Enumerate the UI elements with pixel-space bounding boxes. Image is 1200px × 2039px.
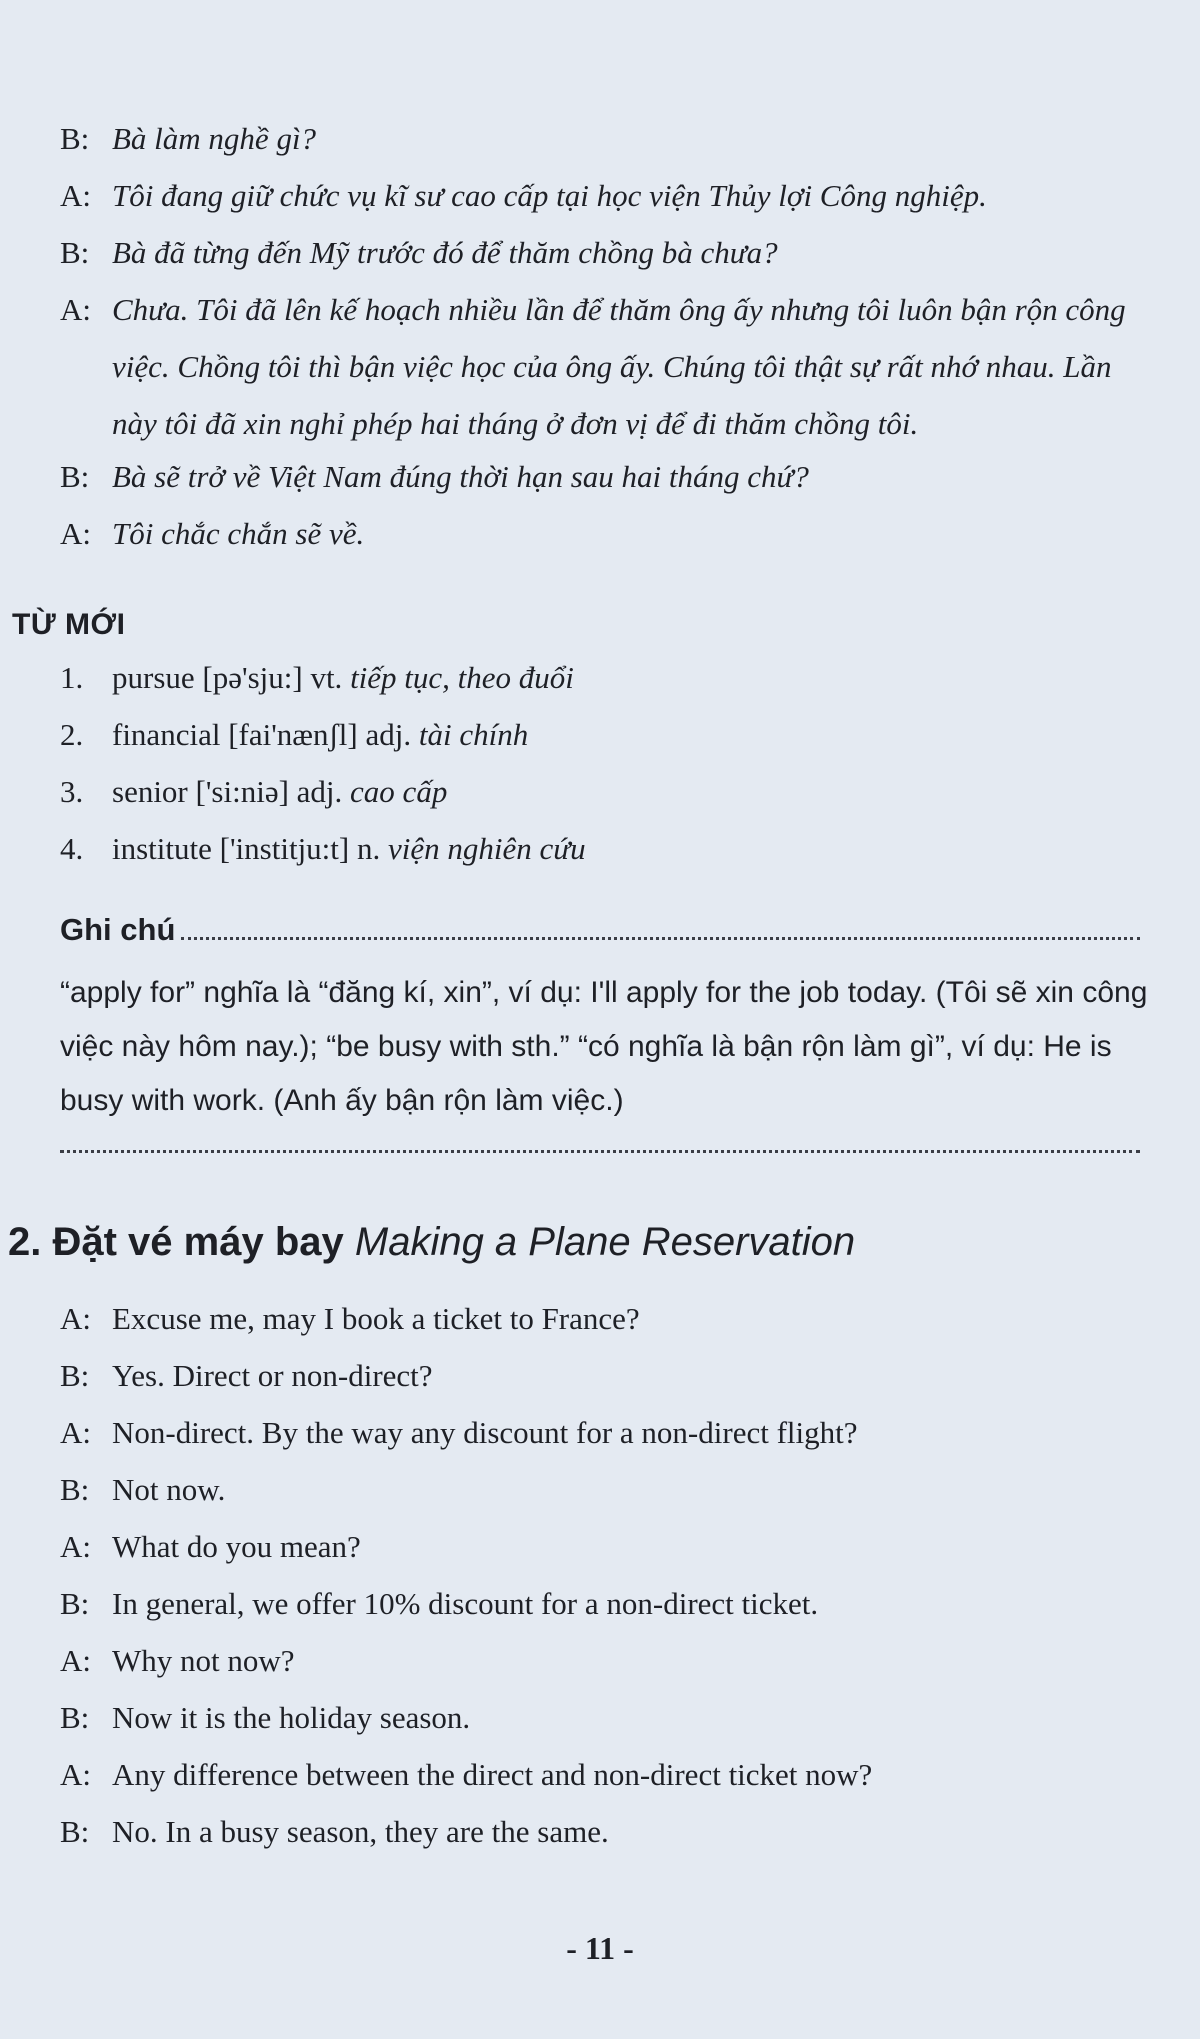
dialogue-line — [60, 1300, 1150, 1337]
section-heading — [8, 1220, 855, 1265]
vocab-word: pursue — [112, 660, 195, 695]
vocab-item — [60, 715, 1060, 772]
dotted-rule — [181, 937, 1140, 940]
dialogue-text: Chưa. Tôi đã lên kế hoạch nhiều lần để thăm ông ấy nhưng tôi luôn bận rộn công việc. Chồng tôi thì bận việc học của ông ấy. Chúng tôi thật sự rất nhớ nhau. Lần này tôi đã xin nghỉ phép hai tháng ở đơn vị để đi thăm chồng tôi. — [112, 292, 1126, 441]
speaker-label: B: — [60, 1472, 90, 1507]
speaker-label: A: — [60, 1529, 91, 1564]
dialogue-line — [60, 1699, 1150, 1736]
vocab-pos: adj. — [296, 774, 343, 809]
speaker-label: B: — [60, 121, 90, 156]
dialogue-line — [60, 1813, 1150, 1850]
vocab-number: 3. — [60, 774, 84, 809]
dialogue-text: Bà sẽ trở về Việt Nam đúng thời hạn sau hai tháng chứ? — [112, 459, 809, 494]
speaker-label: B: — [60, 1700, 90, 1735]
vocab-item — [60, 772, 1060, 829]
vocab-number: 1. — [60, 660, 84, 695]
dialogue-text: Bà đã từng đến Mỹ trước đó để thăm chồng bà chưa? — [112, 235, 778, 270]
dialogue-text: Now it is the holiday season. — [112, 1700, 471, 1735]
dialogue-text: What do you mean? — [112, 1529, 361, 1564]
page-number: - 11 - — [566, 1930, 634, 1966]
notes-heading — [60, 912, 1140, 948]
dialogue-text: Excuse me, may I book a ticket to France? — [112, 1301, 640, 1336]
speaker-label: A: — [60, 516, 91, 551]
vocab-item — [60, 658, 1060, 715]
vocab-pos: adj. — [365, 717, 412, 752]
dialogue-line — [60, 281, 1150, 452]
dialogue-text: Any difference between the direct and non-direct ticket now? — [112, 1757, 873, 1792]
dialogue-text: No. In a busy season, they are the same. — [112, 1814, 609, 1849]
dialogue-text: Why not now? — [112, 1643, 295, 1678]
vocab-list — [60, 658, 1060, 886]
vocab-meaning: viện nghiên cứu — [387, 831, 586, 866]
vocab-meaning: tài chính — [418, 717, 529, 752]
vocab-pos: vt. — [310, 660, 343, 695]
dialogue-text: Not now. — [112, 1472, 226, 1507]
vocab-pos: n. — [356, 831, 381, 866]
dialogue-line — [60, 515, 1150, 552]
dialogue-vietnamese — [60, 120, 1150, 552]
speaker-label: B: — [60, 1814, 90, 1849]
dialogue-line — [60, 177, 1150, 214]
dialogue-line — [60, 1357, 1150, 1394]
vocab-ipa: ['institju:t] — [219, 831, 350, 866]
dialogue-english — [60, 1300, 1150, 1850]
vocab-word: senior — [112, 774, 188, 809]
vocab-word: institute — [112, 831, 212, 866]
dialogue-text: Non-direct. By the way any discount for a non-direct flight? — [112, 1415, 858, 1450]
dotted-rule — [60, 1150, 1140, 1153]
speaker-label: B: — [60, 1586, 90, 1621]
vocab-number: 2. — [60, 717, 84, 752]
notes-body: “apply for” nghĩa là “đăng kí, xin”, ví dụ: I'll apply for the job today. (Tôi sẽ xin công việc này hôm nay.); “be busy with sth.” “có nghĩa là bận rộn làm gì”, ví dụ: He is busy with work. (Anh ấy bận rộn làm việc.) — [60, 976, 1148, 1117]
vocab-word: financial — [112, 717, 221, 752]
dialogue-text: Yes. Direct or non-direct? — [112, 1358, 433, 1393]
vocab-ipa: ['si:niə] — [195, 774, 289, 809]
vocab-number: 4. — [60, 831, 84, 866]
vocab-item — [60, 829, 1060, 886]
dialogue-text: Tôi đang giữ chức vụ kĩ sư cao cấp tại học viện Thủy lợi Công nghiệp. — [112, 178, 987, 213]
speaker-label: A: — [60, 292, 91, 327]
dialogue-text: Bà làm nghề gì? — [112, 121, 317, 156]
dialogue-line — [60, 458, 1150, 495]
speaker-label: B: — [60, 459, 90, 494]
speaker-label: A: — [60, 1415, 91, 1450]
dialogue-text: Tôi chắc chắn sẽ về. — [112, 516, 365, 551]
dialogue-text: In general, we offer 10% discount for a non-direct ticket. — [112, 1586, 819, 1621]
dialogue-line — [60, 1471, 1150, 1508]
dialogue-line — [60, 1414, 1150, 1451]
section-title-vi: 2. Đặt vé máy bay — [8, 1220, 344, 1264]
vocab-ipa: [pə'sju:] — [202, 660, 303, 695]
section-title-en: Making a Plane Reservation — [354, 1220, 856, 1264]
speaker-label: A: — [60, 1643, 91, 1678]
dialogue-line — [60, 234, 1150, 271]
dialogue-line — [60, 1756, 1150, 1793]
speaker-label: B: — [60, 235, 90, 270]
vocab-ipa: [fai'nænʃl] — [228, 717, 358, 752]
speaker-label: A: — [60, 1757, 91, 1792]
vocab-meaning: tiếp tục, theo đuổi — [350, 660, 574, 695]
notes-title: Ghi chú — [60, 912, 176, 947]
dialogue-line — [60, 1528, 1150, 1565]
speaker-label: B: — [60, 1358, 90, 1393]
dialogue-line — [60, 1585, 1150, 1622]
dialogue-line — [60, 120, 1150, 157]
vocab-heading: TỪ MỚI — [12, 608, 126, 641]
vocab-meaning: cao cấp — [350, 774, 448, 809]
speaker-label: A: — [60, 178, 91, 213]
dialogue-line — [60, 1642, 1150, 1679]
speaker-label: A: — [60, 1301, 91, 1336]
